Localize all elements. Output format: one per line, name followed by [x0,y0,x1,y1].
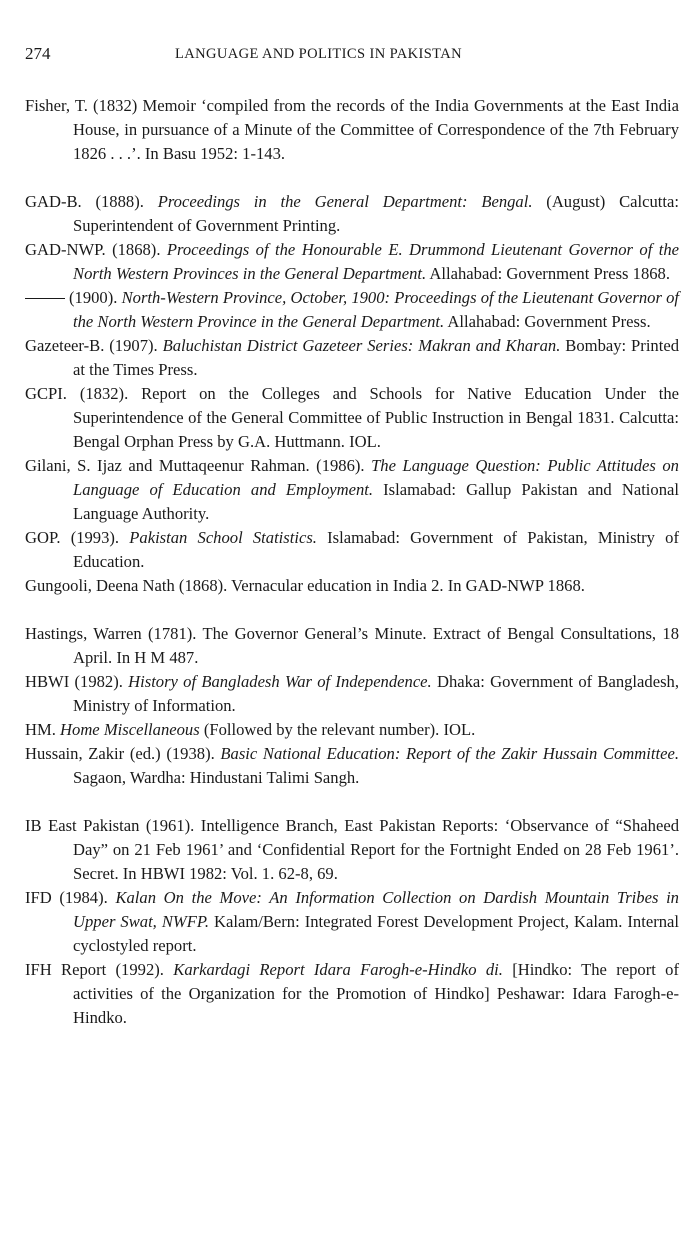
reference-entry: GAD-B. (1888). Proceedings in the General Department: Bengal. (August) Calcutta: Superintendent of Government Printing. [25,192,679,235]
page-number: 274 [25,44,51,63]
reference-entry: Hastings, Warren (1781). The Governor General’s Minute. Extract of Bengal Consultations, 18 April. In H M 487. [25,624,679,667]
reference-entry: HM. Home Miscellaneous (Followed by the relevant number). IOL. [25,720,476,739]
reference-entry: GCPI. (1832). Report on the Colleges and Schools for Native Education Under the Superintendence of the General Committee of Public Instruction in Bengal 1831. Calcutta: Bengal Orphan Press by G.A. Huttmann. IOL. [25,384,679,451]
page-header [25,44,678,70]
reference-entry: GAD-NWP. (1868). Proceedings of the Honourable E. Drummond Lieutenant Governor of the North Western Provinces in the General Department. Allahabad: Government Press 1868. [25,240,679,283]
reference-entry: Gungooli, Deena Nath (1868). Vernacular education in India 2. In GAD-NWP 1868. [25,576,585,595]
reference-entry: IB East Pakistan (1961). Intelligence Branch, East Pakistan Reports: ‘Observance of “Shaheed Day” on 21 Feb 1961’ and ‘Confidential Report for the Fortnight Ended on 28 Feb 1961’. Secret. In HBWI 1982: Vol. 1. 62-8, 69. [25,816,679,883]
reference-entry: IFD (1984). Kalan On the Move: An Information Collection on Dardish Mountain Tribes in Upper Swat, NWFP. Kalam/Bern: Integrated Forest Development Project, Kalam. Internal cyclostyled report. [25,888,679,955]
reference-entry: Gilani, S. Ijaz and Muttaqeenur Rahman. (1986). The Language Question: Public Attitudes on Language of Education and Employment. Islamabad: Gallup Pakistan and National Language Authority. [25,456,679,523]
reference-entry: (1900). North-Western Province, October, 1900: Proceedings of the Lieutenant Governor of the North Western Province in the General Department. Allahabad: Government Press. [25,286,679,334]
ditto-rule [25,298,65,299]
reference-entry: Hussain, Zakir (ed.) (1938). Basic National Education: Report of the Zakir Hussain Committee. Sagaon, Wardha: Hindustani Talimi Sangh. [25,744,679,787]
reference-entry: IFH Report (1992). Karkardagi Report Idara Farogh-e-Hindko di. [Hindko: The report of activities of the Organization for the Promotion of Hindko] Peshawar: Idara Farogh-e-Hindko. [25,960,680,1027]
reference-entry: GOP. (1993). Pakistan School Statistics. Islamabad: Government of Pakistan, Ministry of Education. [25,528,679,571]
reference-list [25,94,679,1030]
reference-entry: Fisher, T. (1832) Memoir ‘compiled from the records of the India Governments at the East India House, in pursuance of a Minute of the Committee of Correspondence of the 7th February 1826 . . .’. In Basu 1952: 1-143. [25,96,679,163]
reference-entry: Gazeteer-B. (1907). Baluchistan District Gazeteer Series: Makran and Kharan. Bombay: Printed at the Times Press. [25,336,679,379]
reference-entry: HBWI (1982). History of Bangladesh War of Independence. Dhaka: Government of Bangladesh, Ministry of Information. [25,672,679,715]
running-title: LANGUAGE AND POLITICS IN PAKISTAN [175,46,463,62]
